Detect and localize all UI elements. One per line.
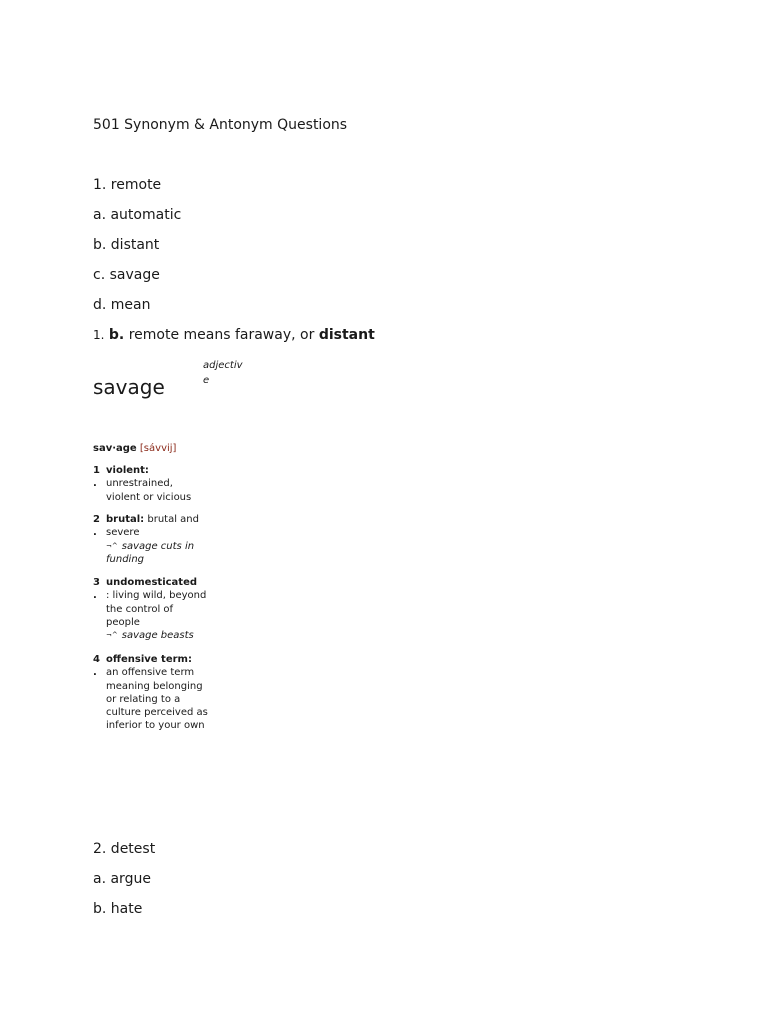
question-2-prompt: 2. detest	[93, 841, 156, 857]
definition-number: 1	[93, 465, 100, 476]
answer-word: distant	[318, 327, 375, 343]
syllables: sav·age	[93, 443, 137, 454]
part-of-speech: adjective	[203, 360, 243, 386]
question-2-option-b: b. hate	[93, 901, 143, 917]
question-2-option-a: a. argue	[93, 871, 151, 887]
pronunciation-line	[93, 442, 176, 455]
answer-letter: b.	[108, 327, 125, 343]
example-marker-icon: ¬^	[106, 631, 118, 640]
question-1-prompt: 1. remote	[93, 177, 162, 193]
definition-example	[106, 541, 194, 565]
definition-label: offensive term:	[106, 654, 192, 665]
example-marker-icon: ¬^	[106, 541, 118, 550]
definition-2: 2 . brutal: brutal and severe ¬^ savage cuts in funding	[93, 514, 199, 565]
definition-text: : living wild, beyond the control of people	[106, 590, 207, 628]
question-1-option-a: a. automatic	[93, 207, 182, 223]
example-text: savage cuts in funding	[106, 540, 195, 565]
definition-text: unrestrained, violent or vicious	[106, 478, 192, 503]
answer-number: 1.	[93, 328, 105, 342]
definition-1: 1 . violent: unrestrained, violent or vicious	[93, 465, 192, 503]
question-1-answer	[93, 326, 375, 344]
definition-number: 3	[93, 577, 100, 588]
definition-number: 2	[93, 514, 100, 525]
question-1-option-c: c. savage	[93, 267, 160, 283]
definition-label: brutal:	[106, 514, 145, 525]
definition-number: 4	[93, 654, 100, 665]
pronunciation: [sávvij]	[139, 443, 177, 454]
question-1-option-b: b. distant	[93, 237, 160, 253]
definition-example	[106, 630, 194, 641]
page-title: 501 Synonym & Antonym Questions	[93, 117, 348, 133]
definition-4: 4 . offensive term: an offensive term meaning belonging or relating to a culture perceived as inferior to your own	[93, 654, 208, 732]
definition-label: undomesticated	[106, 577, 198, 588]
example-text: savage beasts	[121, 630, 194, 642]
dictionary-headword: savage	[93, 375, 165, 399]
definition-text: brutal and severe	[106, 514, 199, 539]
definition-label: violent:	[106, 465, 149, 476]
question-1-option-d: d. mean	[93, 297, 151, 313]
definition-3: 3 . undomesticated : living wild, beyond the control of people ¬^ savage beasts	[93, 577, 207, 642]
definition-text: an offensive term meaning belonging or relating to a culture perceived as inferior to your own	[106, 667, 208, 732]
answer-text: remote means faraway, or	[128, 327, 315, 343]
